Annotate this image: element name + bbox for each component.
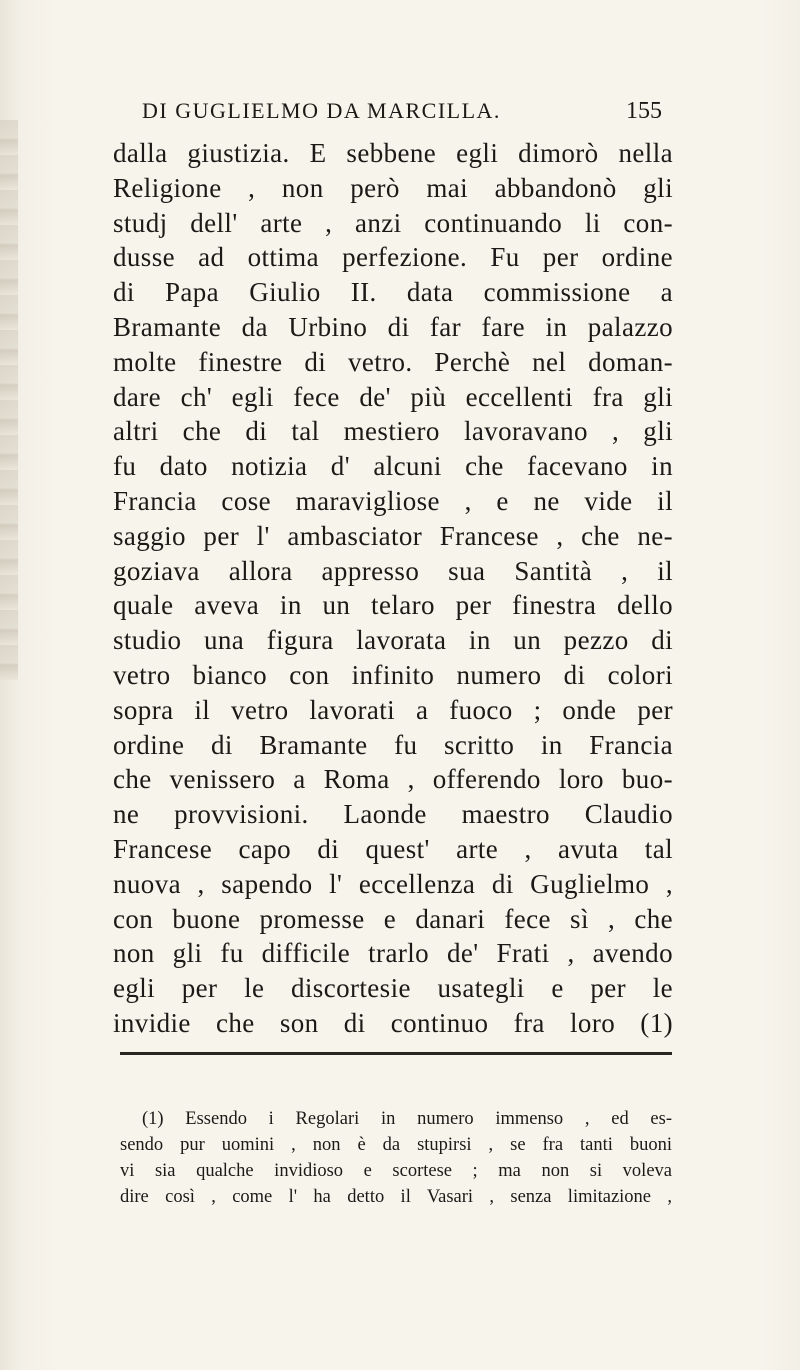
text-line: altri che di tal mestiero lavoravano , gli	[113, 416, 673, 447]
text-line: sopra il vetro lavorati a fuoco ; onde per	[113, 694, 673, 725]
text-line: vetro bianco con infinito numero di colori	[113, 659, 673, 690]
text-line: goziava allora appresso sua Santità , il	[113, 555, 673, 586]
text-line: studj dell' arte , anzi continuando li con-	[113, 207, 673, 238]
text-line: ne provvisioni. Laonde maestro Claudio	[113, 799, 673, 830]
running-title: DI GUGLIELMO DA MARCILLA.	[142, 98, 501, 123]
footnote	[120, 1106, 672, 1210]
text-line: egli per le discortesie usategli e per le	[113, 973, 673, 1004]
text-line: Francia cose maravigliose , e ne vide il	[113, 485, 673, 516]
text-line: che venissero a Roma , offerendo loro buo-	[113, 764, 673, 795]
main-text	[113, 136, 673, 1041]
text-line: studio una figura lavorata in un pezzo di	[113, 625, 673, 656]
text-line: Francese capo di quest' arte , avuta tal	[113, 833, 673, 864]
text-line: invidie che son di continuo fra loro (1)	[113, 1007, 673, 1038]
text-line: dusse ad ottima perfezione. Fu per ordine	[113, 242, 673, 273]
footnote-line: sendo pur uomini , non è da stupirsi , se fra tanti buoni	[120, 1135, 672, 1155]
text-line: non gli fu difficile trarlo de' Frati , avendo	[113, 938, 673, 969]
text-line: saggio per l' ambasciator Francese , che ne-	[113, 520, 673, 551]
text-line: con buone promesse e danari fece sì , che	[113, 903, 673, 934]
text-line: di Papa Giulio II. data commissione a	[113, 277, 673, 308]
text-line: fu dato notizia d' alcuni che facevano in	[113, 451, 673, 482]
text-line: Religione , non però mai abbandonò gli	[113, 172, 673, 203]
text-line: Bramante da Urbino di far fare in palazzo	[113, 311, 673, 342]
text-line: quale aveva in un telaro per finestra dello	[113, 590, 673, 621]
text-line: ordine di Bramante fu scritto in Francia	[113, 729, 673, 760]
footnote-line: dire così , come l' ha detto il Vasari , senza limitazione ,	[120, 1187, 672, 1207]
text-line: nuova , sapendo l' eccellenza di Guglielmo ,	[113, 868, 673, 899]
running-header	[142, 98, 662, 134]
text-line: dare ch' egli fece de' più eccellenti fra gli	[113, 381, 673, 412]
page-gutter-shadow	[0, 120, 18, 680]
footnote-separator-rule	[120, 1052, 672, 1055]
text-line: molte finestre di vetro. Perchè nel doman-	[113, 346, 673, 377]
footnote-line: (1) Essendo i Regolari in numero immenso , ed es-	[142, 1109, 672, 1129]
page-number: 155	[626, 98, 662, 124]
text-line: dalla giustizia. E sebbene egli dimorò nella	[113, 138, 673, 168]
footnote-line: vi sia qualche invidioso e scortese ; ma non si voleva	[120, 1161, 672, 1181]
